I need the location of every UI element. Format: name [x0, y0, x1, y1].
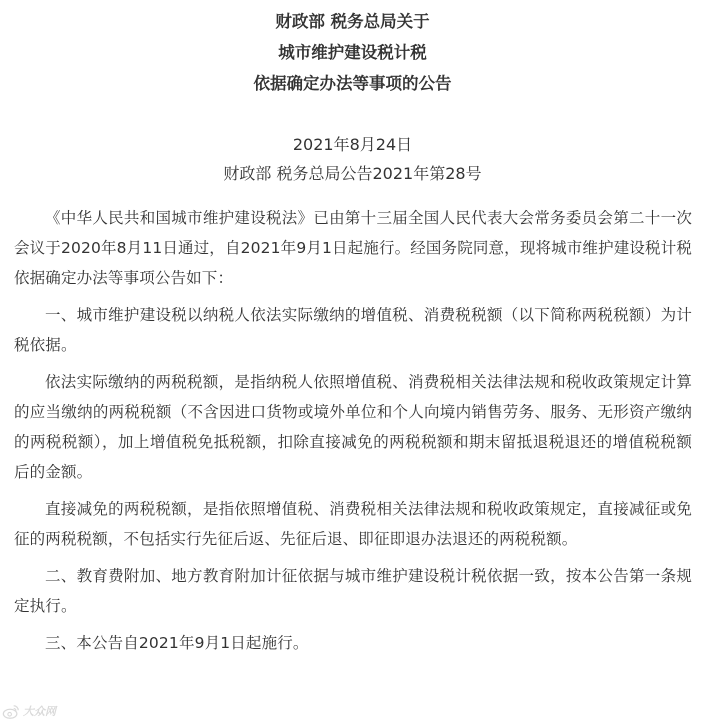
title-line-3: 依据确定办法等事项的公告: [253, 74, 452, 93]
document-title: [0, 0, 705, 99]
paragraph-article-1: 一、城市维护建设税以纳税人依法实际缴纳的增值税、消费税税额（以下简称两税税额）为计税依据。: [14, 306, 692, 354]
paragraph-article-2: 二、教育费附加、地方教育附加计征依据与城市维护建设税计税依据一致，按本公告第一条规定执行。: [14, 567, 692, 615]
paragraph-article-3: 三、本公告自2021年9月1日起施行。: [45, 634, 309, 652]
title-line-2: 城市维护建设税计税: [278, 43, 427, 62]
watermark-text: 大众网: [23, 705, 56, 718]
issuer-number: 财政部 税务总局公告2021年第28号: [223, 164, 482, 183]
title-line-1: 财政部 税务总局关于: [275, 12, 430, 31]
weibo-logo-icon: [2, 703, 20, 721]
paragraph-direct-reduction-definition: 直接减免的两税税额，是指依照增值税、消费税相关法律法规和税收政策规定，直接减征或免征的两税税额，不包括实行先征后返、先征后退、即征即退办法退还的两税税额。: [14, 500, 692, 548]
issue-date: 2021年8月24日: [292, 135, 413, 154]
paragraph-actual-tax-definition: 依法实际缴纳的两税税额，是指纳税人依照增值税、消费税相关法律法规和税收政策规定计算的应当缴纳的两税税额（不含因进口货物或境外单位和个人向境内销售劳务、服务、无形资产缴纳的两税税额），加上增值税免抵税额，扣除直接减免的两税税额和期末留抵退税退还的增值税税额后的金额。: [14, 373, 692, 481]
source-watermark: [2, 703, 56, 721]
paragraph-intro: 《中华人民共和国城市维护建设税法》已由第十三届全国人民代表大会常务委员会第二十一次会议于2020年8月11日通过，自2021年9月1日起施行。经国务院同意，现将城市维护建设税计税依据确定办法等事项公告如下：: [14, 209, 692, 287]
document-meta: [0, 130, 705, 188]
document-body: [14, 203, 692, 658]
